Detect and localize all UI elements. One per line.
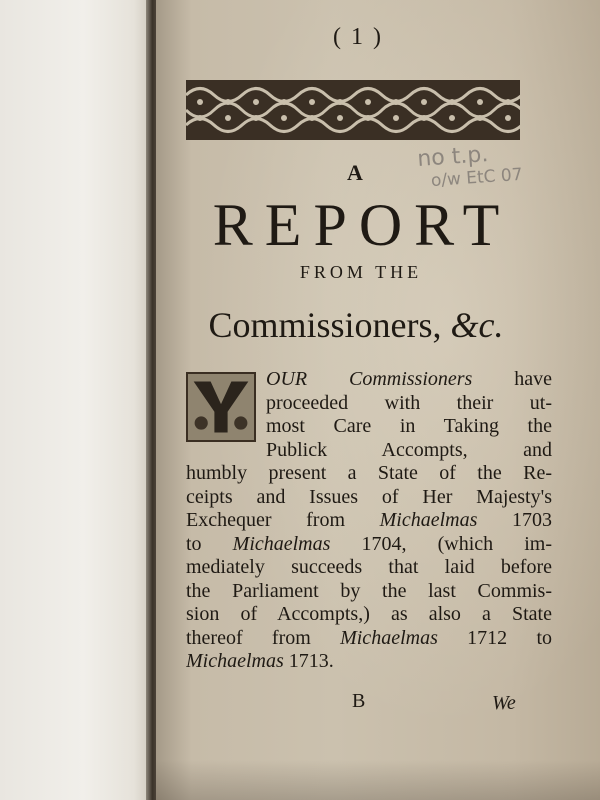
body-line bbox=[186, 580, 552, 604]
body-line bbox=[186, 556, 552, 580]
dropcap-letter: Y bbox=[220, 437, 222, 440]
body-line-segment: ceipts and Issues of Her Majesty's bbox=[186, 485, 552, 508]
body-line bbox=[186, 533, 552, 557]
body-line-segment: 1704, (which im- bbox=[330, 532, 552, 555]
body-line bbox=[186, 650, 552, 674]
body-line-segment: have bbox=[472, 368, 552, 390]
body-line-segment: mediately succeeds that laid before bbox=[186, 556, 552, 578]
body-line bbox=[266, 415, 552, 439]
printed-page bbox=[156, 0, 600, 800]
body-paragraph bbox=[186, 368, 552, 674]
blank-left-page bbox=[0, 0, 152, 800]
page-number: ( 1 ) bbox=[333, 24, 383, 50]
pencil-annotation bbox=[417, 135, 600, 193]
body-line-segment: Michaelmas bbox=[379, 509, 478, 531]
body-line bbox=[186, 486, 552, 510]
body-line-segment: 1712 to bbox=[437, 626, 552, 649]
page-bottom-shadow bbox=[156, 760, 600, 800]
body-line-segment: Exchequer from bbox=[186, 509, 380, 531]
body-line-segment: 1703 bbox=[477, 509, 552, 531]
signature-mark: B bbox=[352, 690, 366, 712]
body-line-segment: proceeded with their ut- bbox=[266, 391, 552, 414]
body-line bbox=[186, 509, 552, 533]
body-line-segment: the Parliament by the last Commis- bbox=[186, 579, 552, 602]
body-line-segment: OUR Commissioners bbox=[266, 368, 473, 390]
title-etc: &c. bbox=[450, 305, 504, 345]
body-line-segment: most Care in Taking the bbox=[266, 415, 552, 437]
body-line-segment: thereof from bbox=[186, 626, 341, 649]
body-line bbox=[266, 392, 552, 416]
body-line-segment: Michaelmas bbox=[340, 626, 438, 649]
body-line bbox=[266, 368, 552, 392]
body-line bbox=[186, 627, 552, 651]
body-line-segment: sion of Accompts,) as also a State bbox=[186, 603, 552, 625]
title-from-the: FROM THE bbox=[299, 262, 423, 282]
ornamental-headpiece bbox=[186, 80, 520, 140]
body-line-segment: Michaelmas bbox=[186, 650, 284, 672]
annotation-line-2: o/w EtC 07 bbox=[430, 164, 524, 192]
body-line-segment: to bbox=[186, 532, 233, 555]
body-line bbox=[186, 603, 552, 627]
body-line-segment: Michaelmas bbox=[232, 532, 331, 555]
annotation-line-1: no t.p. bbox=[416, 142, 490, 172]
title-a: A bbox=[347, 160, 363, 185]
title-commissioners bbox=[176, 302, 536, 348]
body-line-segment: Publick Accompts, and bbox=[266, 438, 552, 461]
catchword: We bbox=[492, 692, 516, 714]
body-line-segment: 1713. bbox=[283, 650, 334, 672]
body-line-segment: humbly present a State of the Re- bbox=[186, 462, 552, 484]
title-commissioners-word: Commissioners, bbox=[208, 305, 442, 345]
body-line bbox=[186, 462, 552, 486]
body-line bbox=[266, 439, 552, 463]
title-report: REPORT bbox=[212, 192, 512, 258]
